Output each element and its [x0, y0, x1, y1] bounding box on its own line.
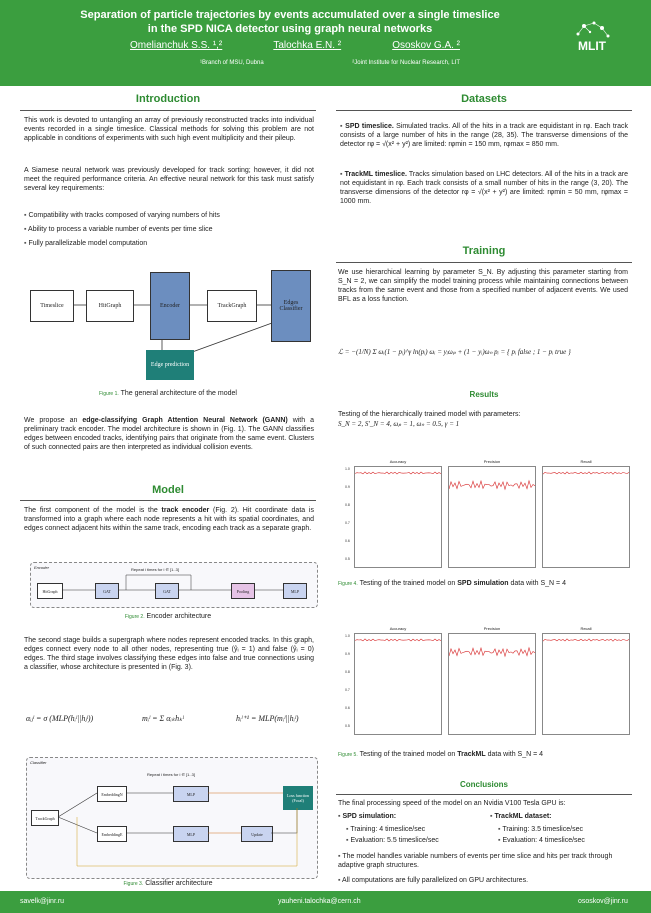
- figure-4-caption: Figure 4. Testing of the trained model on SPD simulation data with S_N = 4: [338, 580, 566, 587]
- cls-embedding-e-box: EmbeddingE: [97, 826, 127, 842]
- intro-bullet-3: ▪ Fully parallelizable model computation: [24, 239, 314, 248]
- y-tick-label: 0.8: [345, 503, 350, 507]
- author-list: [130, 40, 460, 51]
- email-1[interactable]: savelk@jinr.ru: [20, 898, 65, 905]
- spd-training-speed: ▪ Training: 4 timeslice/sec: [346, 825, 425, 834]
- training-paragraph: We use hierarchical learning by parameter S_N. By adjusting this parameter starting from S_N = 2, we can simplify the model training process while maintaining connections between tracks from the same event and those from a specified number of adjacent events. We used BFL as a loss function.: [338, 269, 628, 303]
- y-tick-label: 0.6: [345, 539, 350, 543]
- email-2[interactable]: yauheni.talochka@cern.ch: [278, 898, 361, 905]
- figure-3-caption: [20, 880, 316, 887]
- formula-attention: αᵢⱼˡ = σ (MLP(hᵢˡ||hⱼˡ)): [26, 714, 94, 723]
- intro-paragraph-1: This work is devoted to untangling an array of previously reconstructed tracks into individual events recorded in a single timeslice. Classical methods for solving this problem are not applicable in conditions of experiments with such high event multiplicity and their pileup.: [24, 117, 314, 142]
- encoder-diagram-label: Encoder: [34, 565, 49, 570]
- poster-header: [0, 0, 651, 86]
- formula-message: mᵢˡ = Σ αᵢₖhₖˡ: [142, 714, 184, 723]
- edge-prediction-box: Edge prediction: [146, 350, 194, 380]
- intro-bullet-2: ▪ Ability to process a variable number of events per time slice: [24, 225, 314, 234]
- encoder-repeat-label: Repeat i times for i ∈ [1..3]: [131, 567, 179, 572]
- plot-title: Recall: [580, 459, 592, 464]
- metric-trace: [355, 467, 441, 567]
- figure-1-label: Figure 1.: [99, 391, 119, 397]
- section-rule: [336, 110, 632, 111]
- datasets-title: Datasets: [461, 93, 507, 105]
- conclusion-bullet-2: ▪ All computations are fully parallelized on GPU architectures.: [338, 876, 628, 885]
- y-tick-label: 0.8: [345, 670, 350, 674]
- metric-plot-accuracy: [345, 459, 442, 568]
- figure-4-label: Figure 4.: [338, 581, 358, 587]
- cls-loss-box: Loss function (Focal): [283, 786, 313, 810]
- y-tick-label: 0.9: [345, 485, 350, 489]
- author-3: Ososkov G.A. ²: [392, 40, 460, 51]
- results-title: Results: [469, 390, 499, 399]
- poster-title: [80, 8, 500, 36]
- figure-5-label: Figure 5.: [338, 752, 358, 758]
- trackml-eval-speed: ▪ Evaluation: 4 timeslice/sec: [498, 836, 585, 845]
- metric-plot-recall: [542, 626, 630, 735]
- title-line-1: Separation of particle trajectories by events accumulated over a single timeslice: [80, 9, 500, 21]
- figure-2-label: Figure 2.: [124, 614, 145, 620]
- author-2: Talochka E.N. ²: [273, 40, 342, 51]
- email-3[interactable]: ososkov@jinr.ru: [578, 898, 628, 905]
- encoder-box: Encoder: [150, 272, 190, 340]
- classifier-diagram-label: Classifier: [30, 760, 47, 765]
- enc-pooling-box: Pooling: [231, 583, 255, 599]
- y-tick-label: 0.9: [345, 652, 350, 656]
- dataset-trackml: ▪ TrackML timeslice. Tracks simulation based on LHC detectors. All of the hits in a track are not equidistant in rφ. Each track consists of a small number of hits in the range (3, 20). The transverse dimensions of the detector rφ = √(x² + y²) are limited: rφmin = 50 mm, rφmax = 1000 mm.: [340, 170, 628, 206]
- section-rule: [336, 794, 632, 795]
- trackgraph-box: TrackGraph: [207, 290, 257, 322]
- plot-title: Accuracy: [389, 626, 407, 631]
- model-title: Model: [152, 484, 184, 496]
- metric-plot-precision: [448, 626, 536, 735]
- cls-update-box: Update: [241, 826, 273, 842]
- conclusions-title: Conclusions: [459, 780, 508, 789]
- section-rule: [20, 110, 316, 111]
- conclusion-bullet-1: ▪ The model handles variable numbers of events per time slice and hits per track through adaptive graph structures.: [338, 852, 628, 870]
- title-line-2: in the SPD NICA detector using graph neural networks: [147, 23, 433, 35]
- model-paragraph-2: The second stage builds a supergraph where nodes represent encoded tracks. In this graph, edges connect every node to all other nodes, representing true (ŷᵢ = 1) and false (ŷᵢ = 0) edges. The third stage involves classifying these edges into false and true connections using a classifier, whose architecture is presented in (Fig. 3).: [24, 637, 314, 671]
- figure-1-text: The general architecture of the model: [120, 390, 237, 397]
- enc-gat-box-1: GAT: [95, 583, 119, 599]
- figure-5-caption: Figure 5. Testing of the trained model on TrackML data with S_N = 4: [338, 751, 544, 758]
- plot-title: Recall: [580, 626, 592, 631]
- classifier-diagram: [26, 757, 318, 879]
- y-tick-label: 0.7: [345, 521, 350, 525]
- section-rule: [336, 262, 632, 263]
- figure-3-label: Figure 3.: [123, 881, 144, 887]
- intro-paragraph-3: We propose an edge-classifying Graph Attention Neural Network (GANN) with a preliminary track encoder. The model architecture is shown in (Fig. 1). The GANN classifies edges between encoded tracks, identifying pairs that originate from the same event. Clusters of such connected pairs are then interpreted as individual collision events.: [24, 417, 314, 451]
- introduction-title: Introduction: [135, 93, 201, 105]
- y-tick-label: 0.5: [345, 557, 350, 561]
- author-1: Omelianchuk S.S. ¹,²: [130, 40, 223, 51]
- results-paragraph: Testing of the hierarchically trained model with parameters:: [338, 411, 521, 418]
- cls-mlp-box-1: MLP: [173, 786, 209, 802]
- spd-speed-head: ▪ SPD simulation:: [338, 812, 396, 821]
- y-tick-label: 1.0: [345, 634, 350, 638]
- enc-mlp-box: MLP: [283, 583, 307, 599]
- enc-hitgraph-box: HitGraph: [37, 583, 63, 599]
- model-paragraph-1: The first component of the model is the track encoder (Fig. 2). Hit coordinate data is transformed into a graph where each node represents a hit with its spatial coordinates, and edges connect adjacent hits within the same track, encoding each track as a separate graph.: [24, 507, 314, 532]
- metric-trace: [449, 634, 535, 734]
- metric-plot-recall: [542, 459, 630, 568]
- spd-eval-speed: ▪ Evaluation: 5.5 timeslice/sec: [346, 836, 439, 845]
- cls-trackgraph-box: TrackGraph: [31, 810, 59, 826]
- dataset-spd: ▪ SPD timeslice. Simulated tracks. All of the hits in a track are equidistant in rφ. Each track consists of a large number of hits in the range (28, 35). The transverse dimensions of the detector rφ = √(x² + y²) are limited: rφmin = 150 mm, rφmax = 850 mm.: [340, 122, 628, 149]
- y-tick-label: 0.7: [345, 688, 350, 692]
- training-title: Training: [462, 245, 506, 257]
- affiliation-1: ¹Branch of MSU, Dubna: [200, 60, 264, 66]
- figure-1-caption: [20, 390, 316, 397]
- intro-bullet-1: ▪ Compatibility with tracks composed of varying numbers of hits: [24, 211, 314, 220]
- plot-title: Accuracy: [389, 459, 407, 464]
- classifier-repeat-label: Repeat i times for i ∈ [1..3]: [147, 772, 195, 777]
- enc-gat-box-2: GAT: [155, 583, 179, 599]
- y-tick-label: 0.5: [345, 724, 350, 728]
- figure-3-text: Classifier architecture: [145, 880, 213, 887]
- encoder-diagram: [30, 562, 318, 608]
- figure-2-caption: [20, 613, 316, 620]
- encoder-arrows: [31, 563, 317, 607]
- formula-update: hᵢˡ⁺¹ = MLP(mᵢˡ||hᵢˡ): [236, 714, 299, 723]
- timeslice-box: Timeslice: [30, 290, 74, 322]
- intro-paragraph-2: A Siamese neural network was previously developed for track sorting; however, it did not meet the required performance criteria. An effective neural network for this task must satisfy several key requirements:: [24, 167, 314, 192]
- section-rule: [20, 500, 316, 501]
- mlit-logo: [566, 18, 618, 62]
- logo-text: MLIT: [578, 39, 606, 53]
- edges-classifier-box: Edges Classifier: [271, 270, 311, 342]
- metric-plot-precision: [448, 459, 536, 568]
- results-params: S_N = 2, S′_N = 4, ωₚ = 1, ωₙ = 0.5, γ = 1: [338, 420, 460, 428]
- classifier-arrows: [27, 758, 317, 878]
- metric-trace: [355, 634, 441, 734]
- metric-trace: [543, 467, 629, 567]
- figure-2-text: Encoder architecture: [146, 613, 212, 620]
- plot-title: Precision: [483, 459, 501, 464]
- metric-trace: [543, 634, 629, 734]
- affiliations: [200, 60, 460, 66]
- conclusions-paragraph: The final processing speed of the model on an Nvidia V100 Tesla GPU is:: [338, 800, 566, 807]
- affiliation-2: ²Joint Institute for Nuclear Research, LIT: [352, 60, 460, 66]
- plot-title: Precision: [483, 626, 501, 631]
- trackml-training-speed: ▪ Training: 3.5 timeslice/sec: [498, 825, 583, 834]
- hitgraph-box: HitGraph: [86, 290, 134, 322]
- cls-embedding-n-box: EmbeddingN: [97, 786, 127, 802]
- metric-trace: [449, 467, 535, 567]
- y-tick-label: 1.0: [345, 467, 350, 471]
- metric-plot-accuracy: [345, 626, 442, 735]
- cls-mlp-box-2: MLP: [173, 826, 209, 842]
- poster-footer: [0, 891, 651, 913]
- loss-formula: ℒ = −(1/N) Σ ωᵢ(1 − pᵢ)^γ ln(pᵢ) ωᵢ = yᵢωₚ + (1 − yᵢ)ωₙ pᵢ = { pᵢ false ; 1 − pᵢ true }: [338, 348, 571, 356]
- y-tick-label: 0.6: [345, 706, 350, 710]
- trackml-speed-head: ▪ TrackML dataset:: [490, 812, 552, 821]
